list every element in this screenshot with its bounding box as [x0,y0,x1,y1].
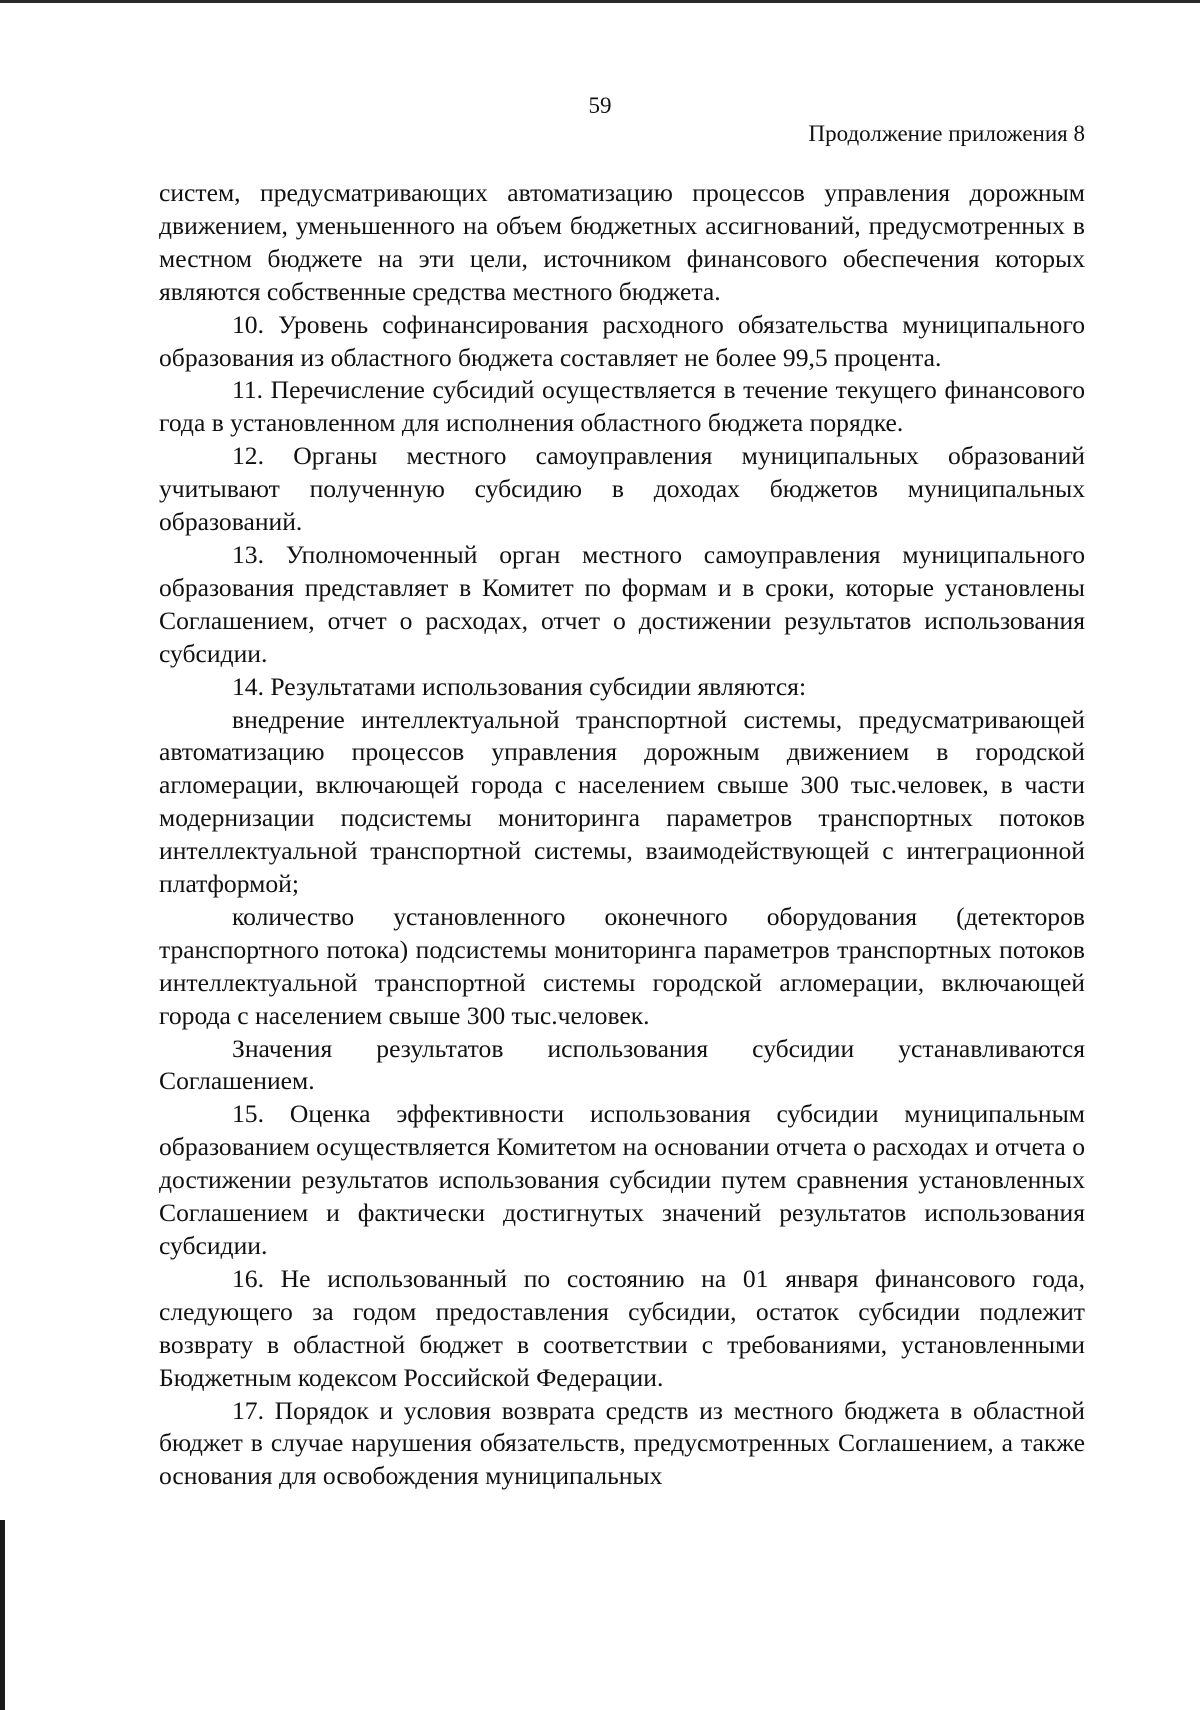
paragraph-12: 12. Органы местного самоуправления муниципальных образований учитывают полученную субсидию в доходах бюджетов муниципальных образований. [159,441,1085,537]
paragraph-15: 15. Оценка эффективности использования субсидии муниципальным образованием осуществляется Комитетом на основании отчета о расходах и отчета о достижении результатов использования субсидии путем сравнения установленных Соглашением и фактически достигнутых значений результатов использования субсидии. [159,1099,1085,1260]
paragraph-16: 16. Не использованный по состоянию на 01 января финансового года, следующего за годом предоставления субсидии, остаток субсидии подлежит возврату в областной бюджет в соответствии с требованиями, установленными Бюджетным кодексом Российской Федерации. [159,1263,1085,1392]
paragraph-14-values: Значения результатов использования субсидии устанавливаются Соглашением. [159,1033,1085,1096]
scan-edge-left [0,1520,5,1710]
paragraph-14: 14. Результатами использования субсидии являются: [232,671,807,701]
scan-edge-top [0,0,1200,3]
paragraph-14-result-1: внедрение интеллектуальной транспортной системы, предусматривающей автоматизацию процессов управления дорожным движением в городской агломерации, включающей города с населением свыше 300 тыс.человек, в части модернизации подсистемы мониторинга параметров транспортных потоков интеллектуальной транспортной системы, взаимодействующей с интеграционной платформой; [159,704,1085,899]
appendix-continuation-label: Продолжение приложения 8 [808,121,1085,146]
paragraph-continued: систем, предусматривающих автоматизацию процессов управления дорожным движением, уменьшенного на объем бюджетных ассигнований, предусмотренных в местном бюджете на эти цели, источником финансового обеспечения которых являются собственные средства местного бюджета. [159,178,1085,306]
paragraph-13: 13. Уполномоченный орган местного самоуправления муниципального образования представляет в Комитет по формам и в сроки, которые установлены Соглашением, отчет о расходах, отчет о достижении результатов использования субсидии. [159,539,1085,668]
paragraph-17: 17. Порядок и условия возврата средств из местного бюджета в областной бюджет в случае нарушения обязательств, предусмотренных Соглашением, а также основания для освобождения муниципальных [159,1395,1085,1491]
document-body [159,177,1085,1493]
paragraph-10: 10. Уровень софинансирования расходного обязательства муниципального образования из областного бюджета составляет не более 99,5 процента. [159,309,1085,372]
paragraph-11: 11. Перечисление субсидий осуществляется в течение текущего финансового года в установленном для исполнения областного бюджета порядке. [159,375,1085,438]
page-number: 59 [588,93,612,118]
paragraph-14-result-2: количество установленного оконечного оборудования (детекторов транспортного потока) подсистемы мониторинга параметров транспортных потоков интеллектуальной транспортной системы городской агломерации, включающей города с населением свыше 300 тыс.человек. [159,901,1085,1030]
